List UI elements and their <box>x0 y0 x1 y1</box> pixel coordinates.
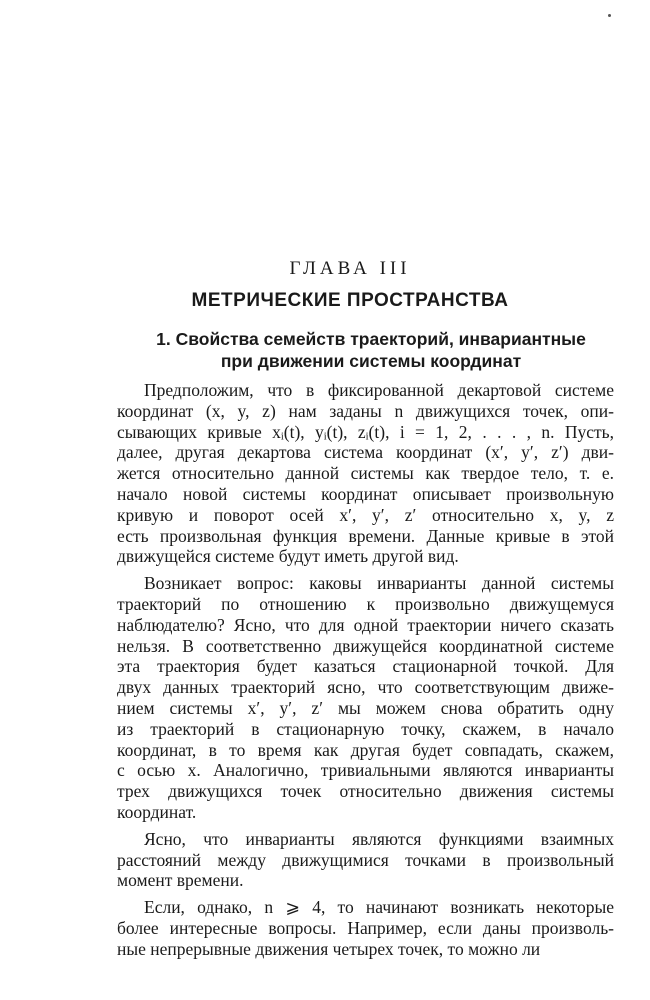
section-title <box>0 328 650 372</box>
text-line: начало новой системы координат описывает произвольную <box>117 483 614 504</box>
section-title-line: 1. Свойства семейств траекторий, инвариантные <box>156 329 586 349</box>
text-line: Возникает вопрос: каковы инварианты данной системы <box>144 573 614 594</box>
text-line: более интересные вопросы. Например, если даны произволь- <box>117 917 614 938</box>
text-line: двух данных траекторий ясно, что соответствующим движе- <box>117 677 614 698</box>
text-line: сывающих кривые xᵢ(t), yᵢ(t), zᵢ(t), i = 1, 2, . . . , n. Пусть, <box>117 421 614 442</box>
chapter-label: ГЛАВА III <box>289 258 411 279</box>
text-line: ные непрерывные движения четырех точек, то можно ли <box>117 938 541 959</box>
chapter-title: МЕТРИЧЕСКИЕ ПРОСТРАНСТВА <box>191 290 509 311</box>
text-line: Если, однако, n ⩾ 4, то начинают возникать некоторые <box>144 897 614 918</box>
text-line: координат, в то время как другая будет совпадать, скажем, <box>117 739 614 760</box>
text-line: Предположим, что в фиксированной декартовой системе <box>144 380 614 400</box>
text-line: из траекторий в стационарную точку, скажем, в начало <box>117 718 614 739</box>
text-line: нием системы x′, y′, z′ мы можем снова обратить одну <box>117 697 614 718</box>
text-line: траекторий по отношению к произвольно движущемуся <box>117 593 614 614</box>
text-line: далее, другая декартова система координат (x′, y′, z′) дви- <box>117 442 614 463</box>
text-line: расстояний между движущимися точками в произвольный <box>117 849 614 870</box>
text-line: эта траектория будет казаться стационарной точкой. Для <box>117 656 614 677</box>
paragraph <box>117 897 614 959</box>
paragraph <box>117 380 614 567</box>
text-line: нельзя. В соответственно движущейся координатной системе <box>117 635 614 656</box>
text-line: есть произвольная функция времени. Данные кривые в этой <box>117 525 614 546</box>
corner-mark <box>608 14 611 17</box>
text-line: трех движущихся точек относительно движения системы <box>117 781 614 802</box>
text-line: координат (x, y, z) нам заданы n движущихся точек, опи- <box>117 400 614 421</box>
paragraph <box>117 573 614 823</box>
text-line: с осью x. Аналогично, тривиальными являются инварианты <box>117 760 614 781</box>
text-line: наблюдателю? Ясно, что для одной траектории ничего сказать <box>117 614 614 635</box>
text-line: момент времени. <box>117 870 244 891</box>
text-line: кривую и поворот осей x′, y′, z′ относительно x, y, z <box>117 504 614 525</box>
section-title-line: при движении системы координат <box>220 351 522 371</box>
text-line: координат. <box>117 801 197 822</box>
text-line: движущейся системе будут иметь другой вид. <box>117 546 459 567</box>
paragraph <box>117 829 614 891</box>
body-text <box>117 380 614 960</box>
text-line: жется относительно данной системы как твердое тело, т. е. <box>117 463 614 484</box>
text-line: Ясно, что инварианты являются функциями взаимных <box>144 828 614 849</box>
